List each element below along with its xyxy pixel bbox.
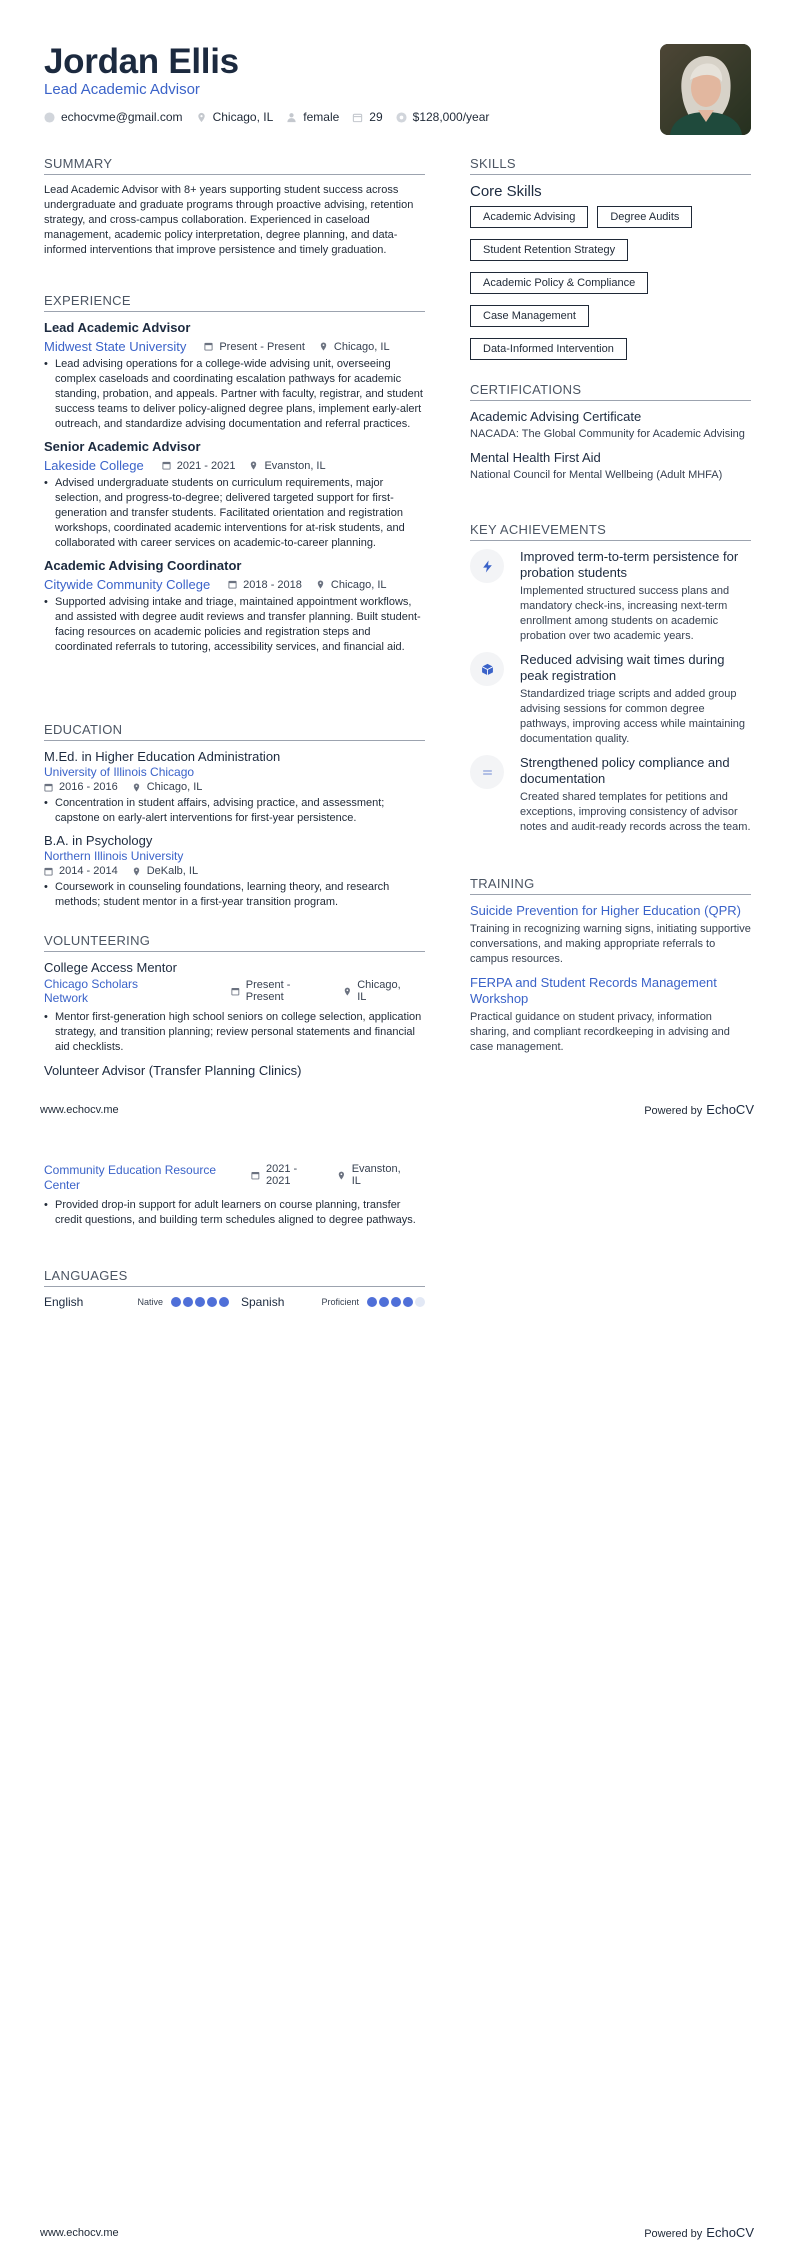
rating-dot bbox=[367, 1297, 377, 1307]
volunteer-title: Volunteer Advisor (Transfer Planning Clinics) bbox=[44, 1063, 302, 1078]
language-level: Proficient bbox=[321, 1297, 359, 1307]
rating-dot bbox=[403, 1297, 413, 1307]
footer-brand[interactable]: EchoCV bbox=[706, 2225, 754, 2240]
candidate-name: Jordan Ellis bbox=[44, 42, 239, 81]
achievement-icon-badge bbox=[470, 755, 504, 789]
person-icon bbox=[286, 112, 297, 123]
volunteer-location: Evanston, IL bbox=[337, 1163, 411, 1187]
job-meta bbox=[44, 577, 425, 592]
rating-dot bbox=[415, 1297, 425, 1307]
rating-dot bbox=[219, 1297, 229, 1307]
location-pin-icon bbox=[319, 342, 328, 351]
job-title: Lead Academic Advisor bbox=[44, 320, 191, 335]
contact-bar bbox=[44, 110, 502, 124]
education-location: DeKalb, IL bbox=[132, 865, 198, 877]
contact-location: Chicago, IL bbox=[196, 110, 274, 124]
training-item bbox=[470, 975, 751, 1055]
certifications-heading: CERTIFICATIONS bbox=[470, 382, 751, 401]
job-location: Chicago, IL bbox=[316, 579, 387, 591]
education-heading: EDUCATION bbox=[44, 722, 425, 741]
volunteer-meta bbox=[44, 1163, 425, 1193]
profile-photo bbox=[660, 44, 751, 135]
rating-dot bbox=[171, 1297, 181, 1307]
volunteering-section bbox=[44, 933, 425, 1078]
contact-gender: female bbox=[286, 110, 339, 124]
experience-section bbox=[44, 293, 425, 655]
certification-item bbox=[470, 450, 751, 483]
skills-section bbox=[470, 156, 751, 360]
job-entry bbox=[44, 439, 425, 551]
rating-dot bbox=[391, 1297, 401, 1307]
education-dates: 2016 - 2016 bbox=[44, 781, 118, 793]
rating-dot bbox=[183, 1297, 193, 1307]
skill-tag: Degree Audits bbox=[597, 206, 692, 228]
language-name: Spanish bbox=[241, 1295, 285, 1309]
job-dates: 2021 - 2021 bbox=[162, 460, 236, 472]
location-pin-icon bbox=[316, 580, 325, 589]
achievements-section bbox=[470, 522, 751, 835]
calendar-icon bbox=[352, 112, 363, 123]
certification-item bbox=[470, 409, 751, 442]
achievement-item bbox=[470, 549, 751, 644]
achievement-title: Improved term-to-term persistence for probation students bbox=[520, 549, 739, 580]
languages-section bbox=[44, 1268, 425, 1309]
language-name: English bbox=[44, 1295, 84, 1309]
skills-subheading: Core Skills bbox=[470, 183, 542, 200]
footer-brand[interactable]: EchoCV bbox=[706, 1102, 754, 1117]
training-title: FERPA and Student Records Management Workshop bbox=[470, 975, 717, 1006]
money-icon bbox=[396, 112, 407, 123]
education-entry bbox=[44, 749, 425, 826]
location-pin-icon bbox=[132, 867, 141, 876]
education-bullet: • Coursework in counseling foundations, learning theory, and research methods; student mentor in a first-year transition program. bbox=[44, 880, 425, 910]
cube-icon bbox=[481, 663, 494, 676]
achievement-title: Strengthened policy compliance and documentation bbox=[520, 755, 730, 786]
achievement-item bbox=[470, 652, 751, 747]
volunteering-heading: VOLUNTEERING bbox=[44, 933, 425, 952]
education-dates: 2014 - 2014 bbox=[44, 865, 118, 877]
contact-salary: $128,000/year bbox=[396, 110, 490, 124]
calendar-icon bbox=[251, 1171, 260, 1180]
rating-dot bbox=[195, 1297, 205, 1307]
candidate-role: Lead Academic Advisor bbox=[44, 81, 200, 98]
job-org: Lakeside College bbox=[44, 458, 144, 473]
job-location: Chicago, IL bbox=[319, 341, 390, 353]
equals-icon bbox=[481, 766, 494, 779]
volunteer-bullet: • Provided drop-in support for adult learners on course planning, transfer credit questions, and building term schedules aligned to degree pathways. bbox=[44, 1198, 425, 1228]
rating-dot bbox=[379, 1297, 389, 1307]
achievement-icon-badge bbox=[470, 549, 504, 583]
volunteer-dates: 2021 - 2021 bbox=[251, 1163, 323, 1187]
language-rating bbox=[169, 1297, 229, 1307]
skill-tag: Case Management bbox=[470, 305, 589, 327]
job-title: Academic Advising Coordinator bbox=[44, 558, 242, 573]
language-rating bbox=[365, 1297, 425, 1307]
calendar-icon bbox=[44, 867, 53, 876]
job-location: Evanston, IL bbox=[249, 460, 325, 472]
skills-heading: SKILLS bbox=[470, 156, 751, 175]
education-meta bbox=[44, 781, 425, 793]
job-bullet: • Lead advising operations for a college-wide advising unit, overseeing complex caseloads and coordinating escalation pathways for academic standing, probation, and appeals. Partner with faculty, registrar, and student success teams to deliver policy-aligned degree plans, implement early-alert outreach, and standardize advising documentation and referral practices. bbox=[44, 357, 425, 432]
training-item bbox=[470, 903, 751, 967]
volunteering-continued bbox=[44, 1163, 425, 1228]
achievement-item bbox=[470, 755, 751, 835]
education-degree: B.A. in Psychology bbox=[44, 833, 153, 848]
achievement-desc: Implemented structured success plans and mandatory check-ins, increasing next-term enrollment among students on academic probation over two academic years. bbox=[520, 585, 730, 642]
volunteer-meta bbox=[44, 977, 425, 1005]
certifications-section bbox=[470, 382, 751, 483]
footer-site-link[interactable]: www.echocv.me bbox=[40, 2226, 119, 2239]
languages-heading: LANGUAGES bbox=[44, 1268, 425, 1287]
job-bullet: • Advised undergraduate students on curriculum requirements, major selection, and progress-to-degree; delivered targeted support for first-generation and transfer students. Facilitated orientation and registration workshops, coordinated academic interventions for at-risk students, and collaborated with career services on academic-to-career planning. bbox=[44, 476, 425, 551]
certification-org: National Council for Mental Wellbeing (Adult MHFA) bbox=[470, 469, 723, 481]
calendar-icon bbox=[44, 783, 53, 792]
certification-name: Mental Health First Aid bbox=[470, 450, 601, 465]
location-pin-icon bbox=[343, 987, 352, 996]
certification-org: NACADA: The Global Community for Academic Advising bbox=[470, 428, 745, 440]
location-pin-icon bbox=[196, 112, 207, 123]
achievements-heading: KEY ACHIEVEMENTS bbox=[470, 522, 751, 541]
education-degree: M.Ed. in Higher Education Administration bbox=[44, 749, 281, 764]
summary-text: Lead Academic Advisor with 8+ years supporting student success across undergraduate and graduate programs through proactive advising, retention strategy, and cross-campus collaboration. Experienced in caseload management, academic policy interpretation, degree planning, and data-informed interventions that improve persistence and timely graduation. bbox=[44, 184, 414, 256]
education-org: University of Illinois Chicago bbox=[44, 765, 195, 779]
rating-dot bbox=[207, 1297, 217, 1307]
achievement-desc: Standardized triage scripts and added group advising sessions for common degree pathways, improving access while maintaining documentation quality. bbox=[520, 688, 745, 745]
page-footer bbox=[40, 2225, 754, 2240]
experience-heading: EXPERIENCE bbox=[44, 293, 425, 312]
lightning-bolt-icon bbox=[481, 560, 494, 573]
calendar-icon bbox=[204, 342, 213, 351]
job-meta bbox=[44, 458, 425, 473]
job-org: Midwest State University bbox=[44, 339, 187, 354]
certification-name: Academic Advising Certificate bbox=[470, 409, 642, 424]
job-entry bbox=[44, 558, 425, 655]
location-pin-icon bbox=[337, 1171, 346, 1180]
education-bullet: • Concentration in student affairs, advising practice, and assessment; capstone on early-alert interventions for first-year persistence. bbox=[44, 796, 425, 826]
skill-tag: Academic Advising bbox=[470, 206, 588, 228]
language-item bbox=[44, 1295, 229, 1309]
job-bullet: • Supported advising intake and triage, maintained appointment workflows, and assisted with degree audit reviews and transfer planning. Built student-facing resources on academic policies and registration steps and coordinated referrals to tutoring, accessibility services, and financial aid. bbox=[44, 595, 425, 655]
skill-tag: Student Retention Strategy bbox=[470, 239, 628, 261]
achievement-title: Reduced advising wait times during peak registration bbox=[520, 652, 725, 683]
job-org: Citywide Community College bbox=[44, 577, 211, 592]
education-location: Chicago, IL bbox=[132, 781, 203, 793]
location-pin-icon bbox=[249, 461, 258, 470]
skill-tag-list bbox=[470, 206, 751, 360]
job-entry bbox=[44, 320, 425, 432]
achievement-desc: Created shared templates for petitions and exceptions, improving consistency of advisor notes and audit-ready records across the team. bbox=[520, 791, 751, 833]
language-item bbox=[241, 1295, 425, 1309]
education-entry bbox=[44, 833, 425, 910]
footer-powered: Powered by EchoCV bbox=[644, 1102, 754, 1117]
footer-site-link[interactable]: www.echocv.me bbox=[40, 1103, 119, 1116]
training-heading: TRAINING bbox=[470, 876, 751, 895]
contact-age: 29 bbox=[352, 110, 382, 124]
footer-powered: Powered by EchoCV bbox=[644, 2225, 754, 2240]
volunteer-entry bbox=[44, 960, 425, 1055]
page-footer bbox=[40, 1102, 754, 1117]
volunteer-dates: Present - Present bbox=[231, 979, 328, 1003]
job-dates: Present - Present bbox=[204, 341, 305, 353]
language-list bbox=[44, 1295, 425, 1309]
education-org: Northern Illinois University bbox=[44, 849, 184, 863]
volunteer-org: Chicago Scholars Network bbox=[44, 977, 139, 1005]
calendar-icon bbox=[231, 987, 240, 996]
language-level: Native bbox=[137, 1297, 163, 1307]
volunteer-org: Community Education Resource Center bbox=[44, 1163, 217, 1192]
portrait-image bbox=[660, 44, 751, 135]
volunteer-bullet: • Mentor first-generation high school seniors on college selection, application strategy, and transition planning; review personal statements and financial aid checklists. bbox=[44, 1010, 425, 1055]
education-meta bbox=[44, 865, 425, 877]
training-desc: Training in recognizing warning signs, initiating supportive conversations, and making appropriate referrals to campus resources. bbox=[470, 923, 751, 965]
contact-email[interactable]: echocvme@gmail.com bbox=[44, 110, 183, 124]
job-dates: 2018 - 2018 bbox=[228, 579, 302, 591]
job-title: Senior Academic Advisor bbox=[44, 439, 201, 454]
location-pin-icon bbox=[132, 783, 141, 792]
email-icon bbox=[44, 112, 55, 123]
training-section bbox=[470, 876, 751, 1055]
skill-tag: Data-Informed Intervention bbox=[470, 338, 627, 360]
volunteer-location: Chicago, IL bbox=[343, 979, 411, 1003]
calendar-icon bbox=[228, 580, 237, 589]
summary-heading: SUMMARY bbox=[44, 156, 425, 175]
volunteer-title: College Access Mentor bbox=[44, 960, 177, 975]
left-column bbox=[44, 156, 425, 258]
calendar-icon bbox=[162, 461, 171, 470]
education-section bbox=[44, 722, 425, 910]
achievement-icon-badge bbox=[470, 652, 504, 686]
resume-page-2 bbox=[0, 1123, 794, 2246]
job-meta bbox=[44, 339, 425, 354]
training-title: Suicide Prevention for Higher Education (QPR) bbox=[470, 903, 741, 918]
skill-tag: Academic Policy & Compliance bbox=[470, 272, 648, 294]
training-desc: Practical guidance on student privacy, information sharing, and compliant recordkeeping in advising and case management. bbox=[470, 1011, 730, 1053]
